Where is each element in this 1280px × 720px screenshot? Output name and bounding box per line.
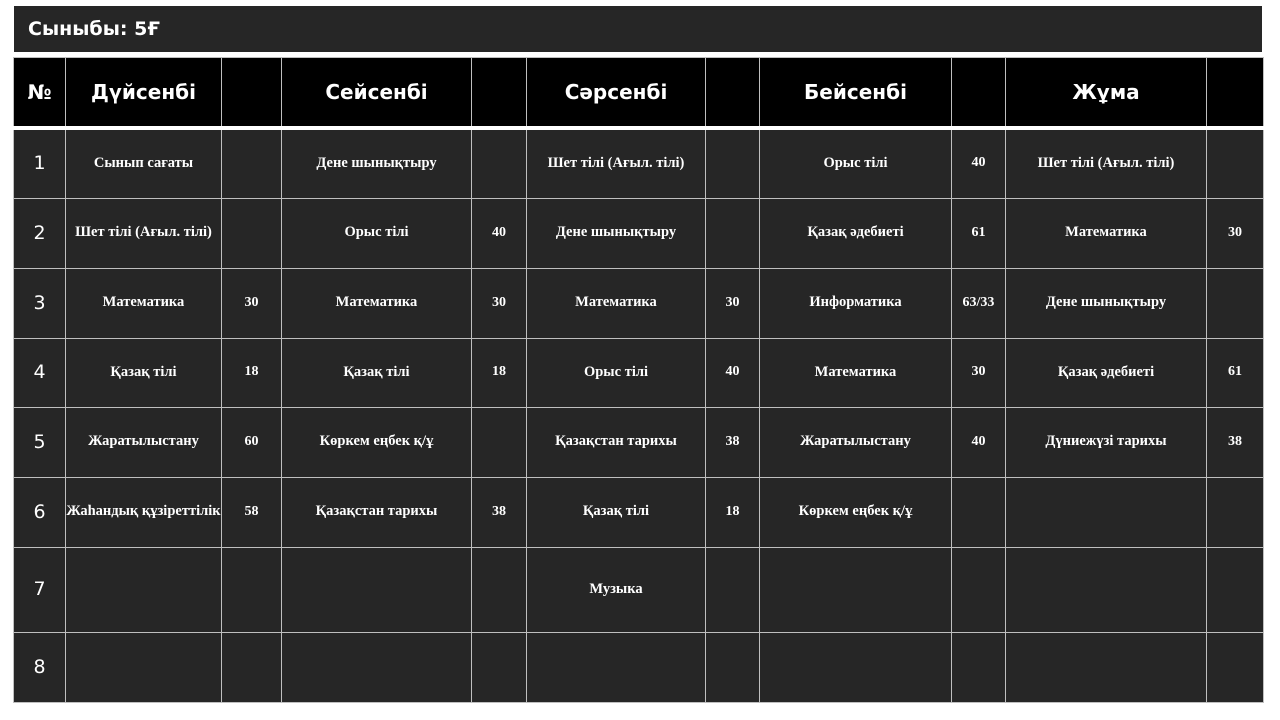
room-cell-thursday: 63/33: [952, 268, 1006, 338]
header-room-friday: [1207, 58, 1264, 129]
room-cell-monday: 58: [222, 477, 282, 547]
subject-cell-friday: Қазақ әдебиеті: [1006, 338, 1207, 407]
room-cell-tuesday: [472, 128, 527, 198]
room-cell-monday: 30: [222, 268, 282, 338]
header-room-monday: [222, 58, 282, 129]
lesson-number: 3: [14, 268, 66, 338]
room-cell-thursday: 40: [952, 407, 1006, 477]
subject-cell-wednesday: Музыка: [527, 547, 706, 632]
subject-cell-tuesday: [282, 547, 472, 632]
room-cell-thursday: [952, 632, 1006, 702]
subject-cell-monday: Математика: [66, 268, 222, 338]
room-cell-thursday: 40: [952, 128, 1006, 198]
header-day-monday: Дүйсенбі: [66, 58, 222, 129]
header-room-tuesday: [472, 58, 527, 129]
header-room-wednesday: [706, 58, 760, 129]
header-row: [14, 58, 1264, 129]
subject-cell-wednesday: Қазақ тілі: [527, 477, 706, 547]
room-cell-wednesday: [706, 547, 760, 632]
lesson-row: [14, 477, 1264, 547]
subject-cell-monday: Қазақ тілі: [66, 338, 222, 407]
subject-cell-tuesday: [282, 632, 472, 702]
room-cell-wednesday: 30: [706, 268, 760, 338]
header-number: №: [14, 58, 66, 129]
subject-cell-wednesday: Дене шынықтыру: [527, 198, 706, 268]
lesson-number: 6: [14, 477, 66, 547]
subject-cell-thursday: Информатика: [760, 268, 952, 338]
subject-cell-monday: Шет тілі (Ағыл. тілі): [66, 198, 222, 268]
lesson-row: [14, 547, 1264, 632]
lesson-row: [14, 198, 1264, 268]
subject-cell-thursday: Көркем еңбек қ/ұ: [760, 477, 952, 547]
subject-cell-friday: Дене шынықтыру: [1006, 268, 1207, 338]
subject-cell-tuesday: Дене шынықтыру: [282, 128, 472, 198]
subject-cell-wednesday: [527, 632, 706, 702]
room-cell-tuesday: [472, 407, 527, 477]
room-cell-friday: [1207, 477, 1264, 547]
subject-cell-thursday: Орыс тілі: [760, 128, 952, 198]
lesson-number: 4: [14, 338, 66, 407]
subject-cell-monday: Сынып сағаты: [66, 128, 222, 198]
subject-cell-thursday: Математика: [760, 338, 952, 407]
subject-cell-monday: Жаһандық құзіреттілік: [66, 477, 222, 547]
room-cell-monday: 60: [222, 407, 282, 477]
room-cell-tuesday: [472, 632, 527, 702]
subject-cell-wednesday: Математика: [527, 268, 706, 338]
lesson-number: 8: [14, 632, 66, 702]
subject-cell-tuesday: Қазақстан тарихы: [282, 477, 472, 547]
subject-cell-thursday: Қазақ әдебиеті: [760, 198, 952, 268]
room-cell-friday: [1207, 268, 1264, 338]
subject-cell-friday: Шет тілі (Ағыл. тілі): [1006, 128, 1207, 198]
subject-cell-friday: Дүниежүзі тарихы: [1006, 407, 1207, 477]
room-cell-tuesday: 30: [472, 268, 527, 338]
room-cell-thursday: 61: [952, 198, 1006, 268]
lesson-number: 1: [14, 128, 66, 198]
subject-cell-monday: Жаратылыстану: [66, 407, 222, 477]
subject-cell-wednesday: Қазақстан тарихы: [527, 407, 706, 477]
room-cell-wednesday: [706, 128, 760, 198]
subject-cell-friday: [1006, 547, 1207, 632]
room-cell-monday: [222, 198, 282, 268]
room-cell-thursday: 30: [952, 338, 1006, 407]
header-day-friday: Жұма: [1006, 58, 1207, 129]
subject-cell-thursday: [760, 632, 952, 702]
lesson-row: [14, 338, 1264, 407]
room-cell-wednesday: 18: [706, 477, 760, 547]
subject-cell-friday: Математика: [1006, 198, 1207, 268]
room-cell-tuesday: [472, 547, 527, 632]
room-cell-tuesday: 18: [472, 338, 527, 407]
subject-cell-friday: [1006, 477, 1207, 547]
class-title: Сыныбы: 5Ғ: [28, 18, 160, 40]
room-cell-monday: [222, 547, 282, 632]
room-cell-thursday: [952, 477, 1006, 547]
room-cell-wednesday: [706, 632, 760, 702]
lesson-row: [14, 632, 1264, 702]
lesson-row: [14, 268, 1264, 338]
room-cell-tuesday: 40: [472, 198, 527, 268]
room-cell-friday: [1207, 547, 1264, 632]
room-cell-wednesday: 38: [706, 407, 760, 477]
subject-cell-thursday: [760, 547, 952, 632]
lesson-row: [14, 407, 1264, 477]
room-cell-thursday: [952, 547, 1006, 632]
header-room-thursday: [952, 58, 1006, 129]
subject-cell-tuesday: Математика: [282, 268, 472, 338]
lesson-number: 5: [14, 407, 66, 477]
class-title-bar: [14, 6, 1262, 52]
header-day-tuesday: Сейсенбі: [282, 58, 472, 129]
subject-cell-friday: [1006, 632, 1207, 702]
room-cell-friday: [1207, 128, 1264, 198]
subject-cell-wednesday: Орыс тілі: [527, 338, 706, 407]
room-cell-friday: [1207, 632, 1264, 702]
header-day-thursday: Бейсенбі: [760, 58, 952, 129]
lesson-number: 2: [14, 198, 66, 268]
lesson-row: [14, 128, 1264, 198]
subject-cell-tuesday: Көркем еңбек қ/ұ: [282, 407, 472, 477]
subject-cell-monday: [66, 632, 222, 702]
subject-cell-thursday: Жаратылыстану: [760, 407, 952, 477]
room-cell-tuesday: 38: [472, 477, 527, 547]
room-cell-monday: [222, 128, 282, 198]
subject-cell-tuesday: Қазақ тілі: [282, 338, 472, 407]
subject-cell-monday: [66, 547, 222, 632]
header-day-wednesday: Сәрсенбі: [527, 58, 706, 129]
subject-cell-wednesday: Шет тілі (Ағыл. тілі): [527, 128, 706, 198]
lesson-number: 7: [14, 547, 66, 632]
room-cell-friday: 30: [1207, 198, 1264, 268]
room-cell-wednesday: [706, 198, 760, 268]
timetable: [13, 57, 1264, 703]
room-cell-friday: 38: [1207, 407, 1264, 477]
subject-cell-tuesday: Орыс тілі: [282, 198, 472, 268]
room-cell-friday: 61: [1207, 338, 1264, 407]
room-cell-monday: [222, 632, 282, 702]
room-cell-monday: 18: [222, 338, 282, 407]
room-cell-wednesday: 40: [706, 338, 760, 407]
